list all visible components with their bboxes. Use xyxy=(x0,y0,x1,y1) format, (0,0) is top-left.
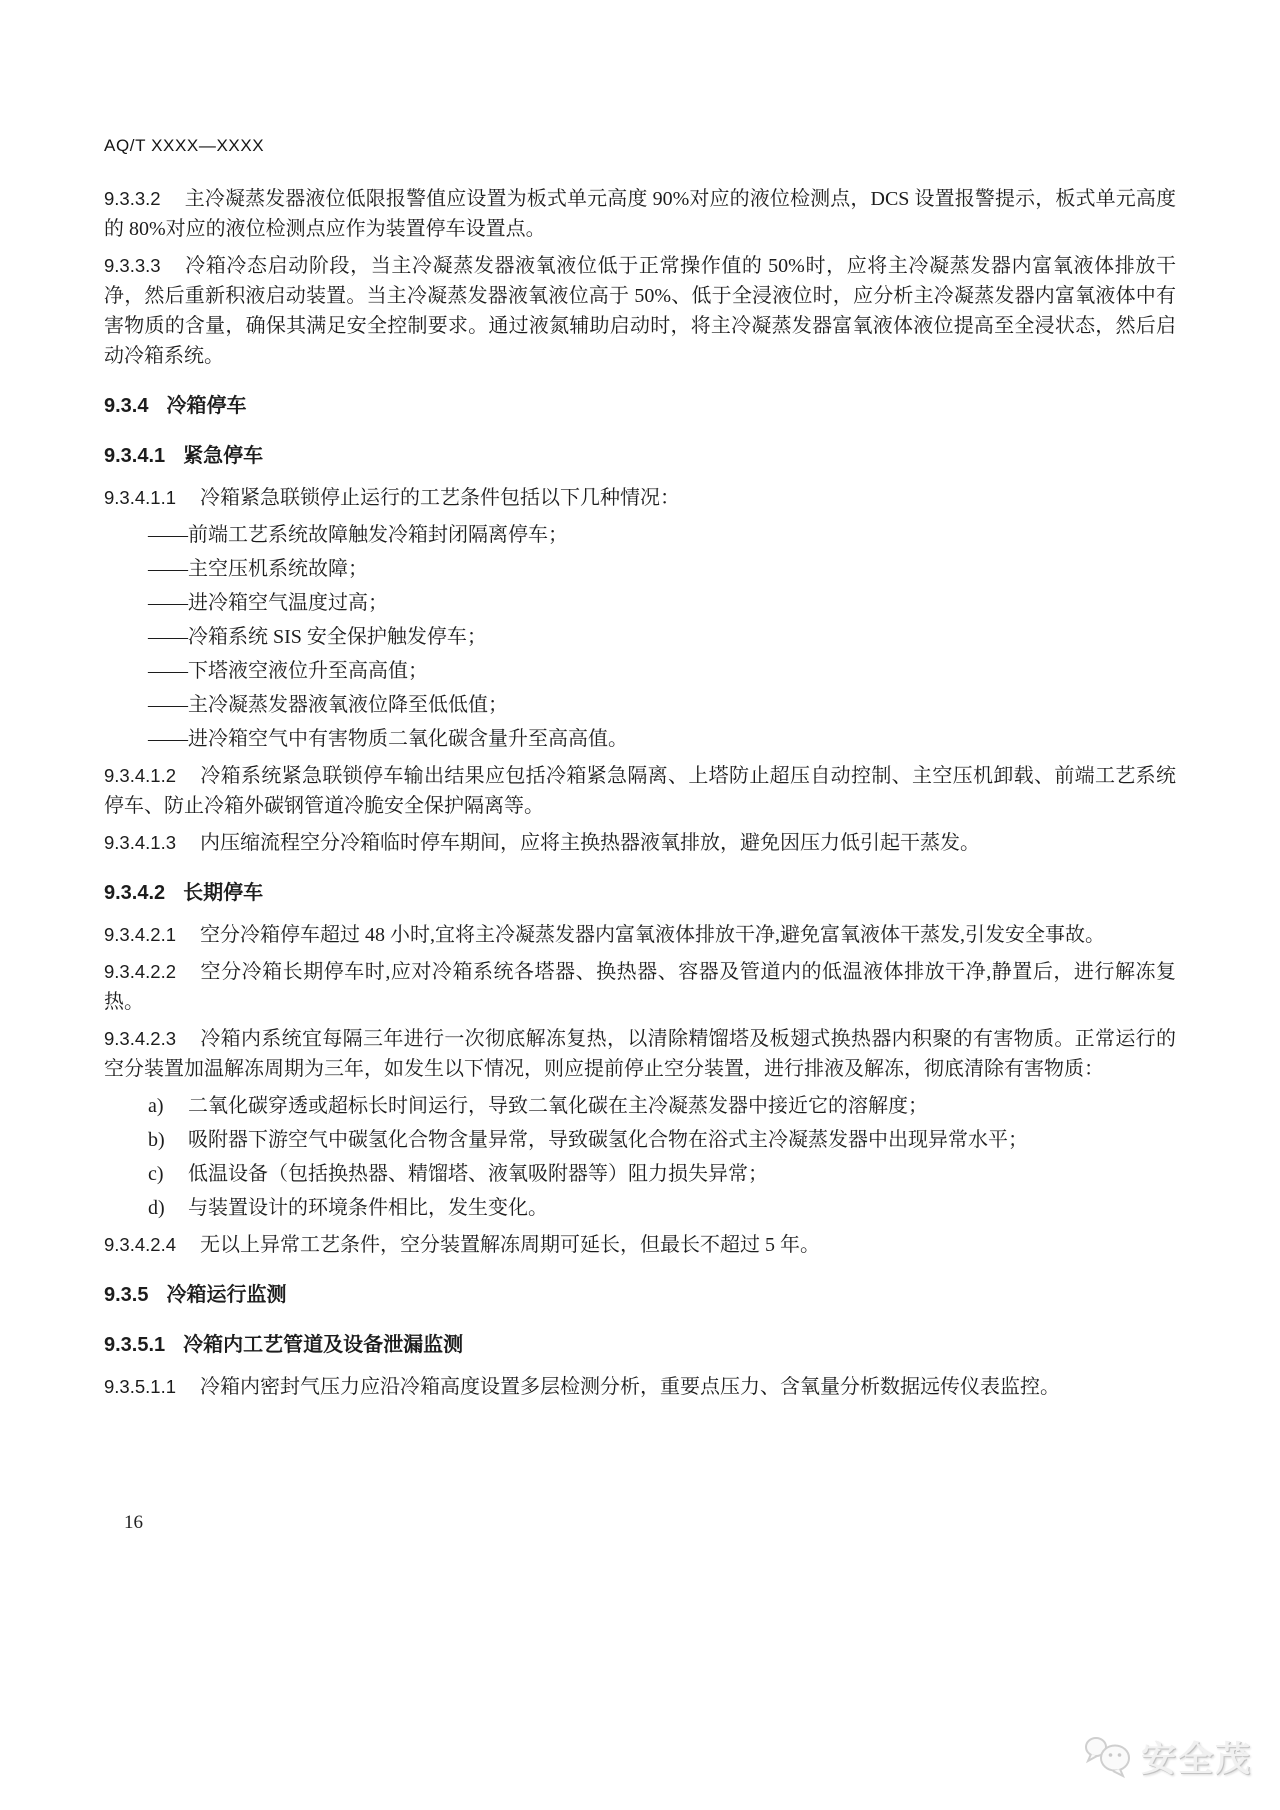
heading-number: 9.3.5 xyxy=(104,1284,149,1306)
clause-number: 9.3.4.2.2 xyxy=(104,961,177,982)
clause-9-3-4-2-4 xyxy=(104,1230,1176,1260)
alpha-item-label: a) xyxy=(148,1095,164,1117)
heading-9-3-4 xyxy=(104,391,1176,421)
alpha-item-label: c) xyxy=(148,1163,164,1185)
clause-text: 空分冷箱长期停车时,应对冷箱系统各塔器、换热器、容器及管道内的低温液体排放干净,静置后，进行解冻复热。 xyxy=(104,961,1176,1013)
alpha-item xyxy=(104,1125,1176,1155)
clause-9-3-3-3 xyxy=(104,251,1176,371)
heading-9-3-4-2 xyxy=(104,878,1176,908)
clause-9-3-4-1-2 xyxy=(104,761,1176,821)
alpha-item-text: 低温设备（包括换热器、精馏塔、液氧吸附器等）阻力损失异常； xyxy=(188,1163,768,1185)
clause-number: 9.3.3.3 xyxy=(104,255,161,276)
alpha-list-thaw-reasons xyxy=(104,1091,1176,1223)
heading-9-3-5 xyxy=(104,1280,1176,1310)
watermark-text: 安全茂 xyxy=(1140,1740,1252,1779)
clause-number: 9.3.4.2.3 xyxy=(104,1028,177,1049)
dash-list-emergency-conditions xyxy=(104,520,1176,754)
heading-number: 9.3.4.1 xyxy=(104,445,166,467)
heading-title: 长期停车 xyxy=(183,882,264,904)
dash-item: ——下塔液空液位升至高高值； xyxy=(148,660,428,682)
clause-text: 冷箱内系统宜每隔三年进行一次彻底解冻复热，以清除精馏塔及板翅式换热器内积聚的有害物质。正常运行的空分装置加温解冻周期为三年，如发生以下情况，则应提前停止空分装置，进行排液及解冻，彻底清除有害物质： xyxy=(104,1028,1176,1080)
clause-text: 空分冷箱停车超过 48 小时,宜将主冷凝蒸发器内富氧液体排放干净,避免富氧液体干蒸发,引发安全事故。 xyxy=(200,924,1106,946)
clause-text: 冷箱紧急联锁停止运行的工艺条件包括以下几种情况： xyxy=(200,487,681,509)
clause-9-3-3-2 xyxy=(104,184,1176,244)
alpha-item-text: 二氧化碳穿透或超标长时间运行，导致二氧化碳在主冷凝蒸发器中接近它的溶解度； xyxy=(188,1095,928,1117)
clause-number: 9.3.5.1.1 xyxy=(104,1376,177,1397)
chat-bubbles-icon xyxy=(1082,1734,1134,1780)
clause-9-3-4-2-3 xyxy=(104,1024,1176,1084)
dash-item: ——进冷箱空气中有害物质二氧化碳含量升至高高值。 xyxy=(148,728,628,750)
clause-number: 9.3.4.2.1 xyxy=(104,924,177,945)
clause-9-3-4-2-2 xyxy=(104,957,1176,1017)
clause-text: 冷箱冷态启动阶段，当主冷凝蒸发器液氧液位低于正常操作值的 50%时，应将主冷凝蒸发器内富氧液体排放干净，然后重新积液启动装置。当主冷凝蒸发器液氧液位高于 50%、低于全浸液位时，应分析主冷凝蒸发器内富氧液体中有害物质的含量，确保其满足安全控制要求。通过液氮辅助启动时，将主冷凝蒸发器富氧液体液位提高至全浸状态，然后启动冷箱系统。 xyxy=(104,255,1176,367)
clause-9-3-5-1-1 xyxy=(104,1372,1176,1402)
clause-text: 内压缩流程空分冷箱临时停车期间，应将主换热器液氧排放，避免因压力低引起干蒸发。 xyxy=(200,832,981,854)
dash-item: ——前端工艺系统故障触发冷箱封闭隔离停车； xyxy=(148,524,568,546)
heading-title: 冷箱停车 xyxy=(166,395,247,417)
clause-9-3-4-2-1 xyxy=(104,920,1176,950)
clause-number: 9.3.4.1.2 xyxy=(104,765,177,786)
clause-text: 无以上异常工艺条件，空分装置解冻周期可延长，但最长不超过 5 年。 xyxy=(200,1234,821,1256)
dash-item: ——主空压机系统故障； xyxy=(148,558,368,580)
clause-9-3-4-1-3 xyxy=(104,828,1176,858)
alpha-item-text: 与装置设计的环境条件相比，发生变化。 xyxy=(188,1197,548,1219)
page-number: 16 xyxy=(124,1512,143,1533)
clause-text: 主冷凝蒸发器液位低限报警值应设置为板式单元高度 90%对应的液位检测点，DCS 设置报警提示，板式单元高度的 80%对应的液位检测点应作为装置停车设置点。 xyxy=(104,188,1176,240)
dash-item: ——进冷箱空气温度过高； xyxy=(148,592,388,614)
alpha-item-text: 吸附器下游空气中碳氢化合物含量异常，导致碳氢化合物在浴式主冷凝蒸发器中出现异常水平； xyxy=(188,1129,1028,1151)
clause-number: 9.3.4.1.1 xyxy=(104,487,177,508)
alpha-item-label: d) xyxy=(148,1197,165,1219)
heading-number: 9.3.4.2 xyxy=(104,882,166,904)
heading-9-3-4-1 xyxy=(104,441,1176,471)
doc-header-code: AQ/T XXXX—XXXX xyxy=(104,136,265,155)
clause-text: 冷箱系统紧急联锁停车输出结果应包括冷箱紧急隔离、上塔防止超压自动控制、主空压机卸载、前端工艺系统停车、防止冷箱外碳钢管道冷脆安全保护隔离等。 xyxy=(104,765,1176,817)
clause-number: 9.3.4.1.3 xyxy=(104,832,177,853)
heading-number: 9.3.5.1 xyxy=(104,1334,166,1356)
clause-9-3-4-1-1 xyxy=(104,483,1176,513)
heading-title: 冷箱运行监测 xyxy=(166,1284,287,1306)
heading-9-3-5-1 xyxy=(104,1330,1176,1360)
alpha-item xyxy=(104,1193,1176,1223)
heading-title: 紧急停车 xyxy=(183,445,264,467)
heading-number: 9.3.4 xyxy=(104,395,149,417)
page-body xyxy=(104,136,1176,1409)
alpha-item xyxy=(104,1091,1176,1121)
alpha-item-label: b) xyxy=(148,1129,165,1151)
clause-number: 9.3.3.2 xyxy=(104,188,161,209)
dash-item: ——冷箱系统 SIS 安全保护触发停车； xyxy=(148,626,487,648)
clause-text: 冷箱内密封气压力应沿冷箱高度设置多层检测分析，重要点压力、含氧量分析数据远传仪表监控。 xyxy=(200,1376,1061,1398)
heading-title: 冷箱内工艺管道及设备泄漏监测 xyxy=(183,1334,464,1356)
clause-number: 9.3.4.2.4 xyxy=(104,1234,177,1255)
watermark-anquanmao xyxy=(1082,1732,1252,1782)
alpha-item xyxy=(104,1159,1176,1189)
dash-item: ——主冷凝蒸发器液氧液位降至低低值； xyxy=(148,694,508,716)
